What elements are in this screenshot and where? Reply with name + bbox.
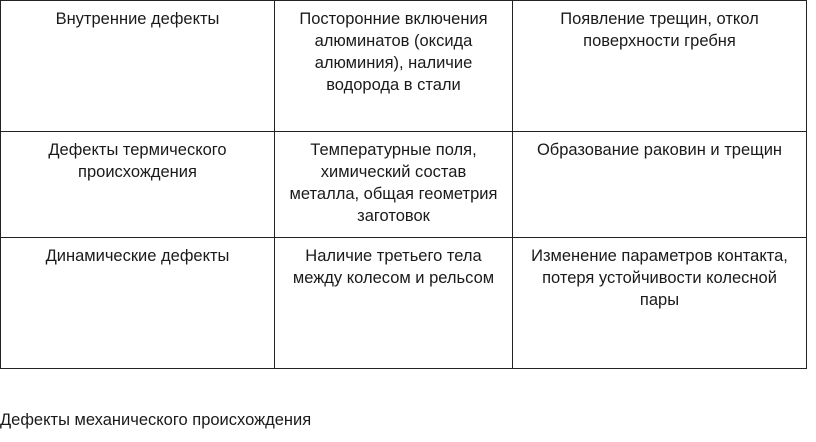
defect-consequence-cell: Появление трещин, откол поверхности гребня xyxy=(513,1,807,132)
defect-consequence-cell: Образование раковин и трещин xyxy=(513,132,807,238)
defect-consequence-cell: Изменение параметров контакта, потеря устойчивости колесной пары xyxy=(513,238,807,369)
table-row xyxy=(1,1,807,132)
defect-category-cell: Внутренние дефекты xyxy=(1,1,275,132)
defect-cause-cell: Наличие третьего тела между колесом и рельсом xyxy=(275,238,513,369)
table-row xyxy=(1,132,807,238)
defect-cause-cell: Температурные поля, химический состав металла, общая геометрия заготовок xyxy=(275,132,513,238)
table-row xyxy=(1,238,807,369)
defect-category-cell: Динамические дефекты xyxy=(1,238,275,369)
defect-cause-cell: Посторонние включения алюминатов (оксида алюминия), наличие водорода в стали xyxy=(275,1,513,132)
defect-category-cell: Дефекты термического происхождения xyxy=(1,132,275,238)
caption-text: Дефекты механического происхождения xyxy=(0,411,312,429)
